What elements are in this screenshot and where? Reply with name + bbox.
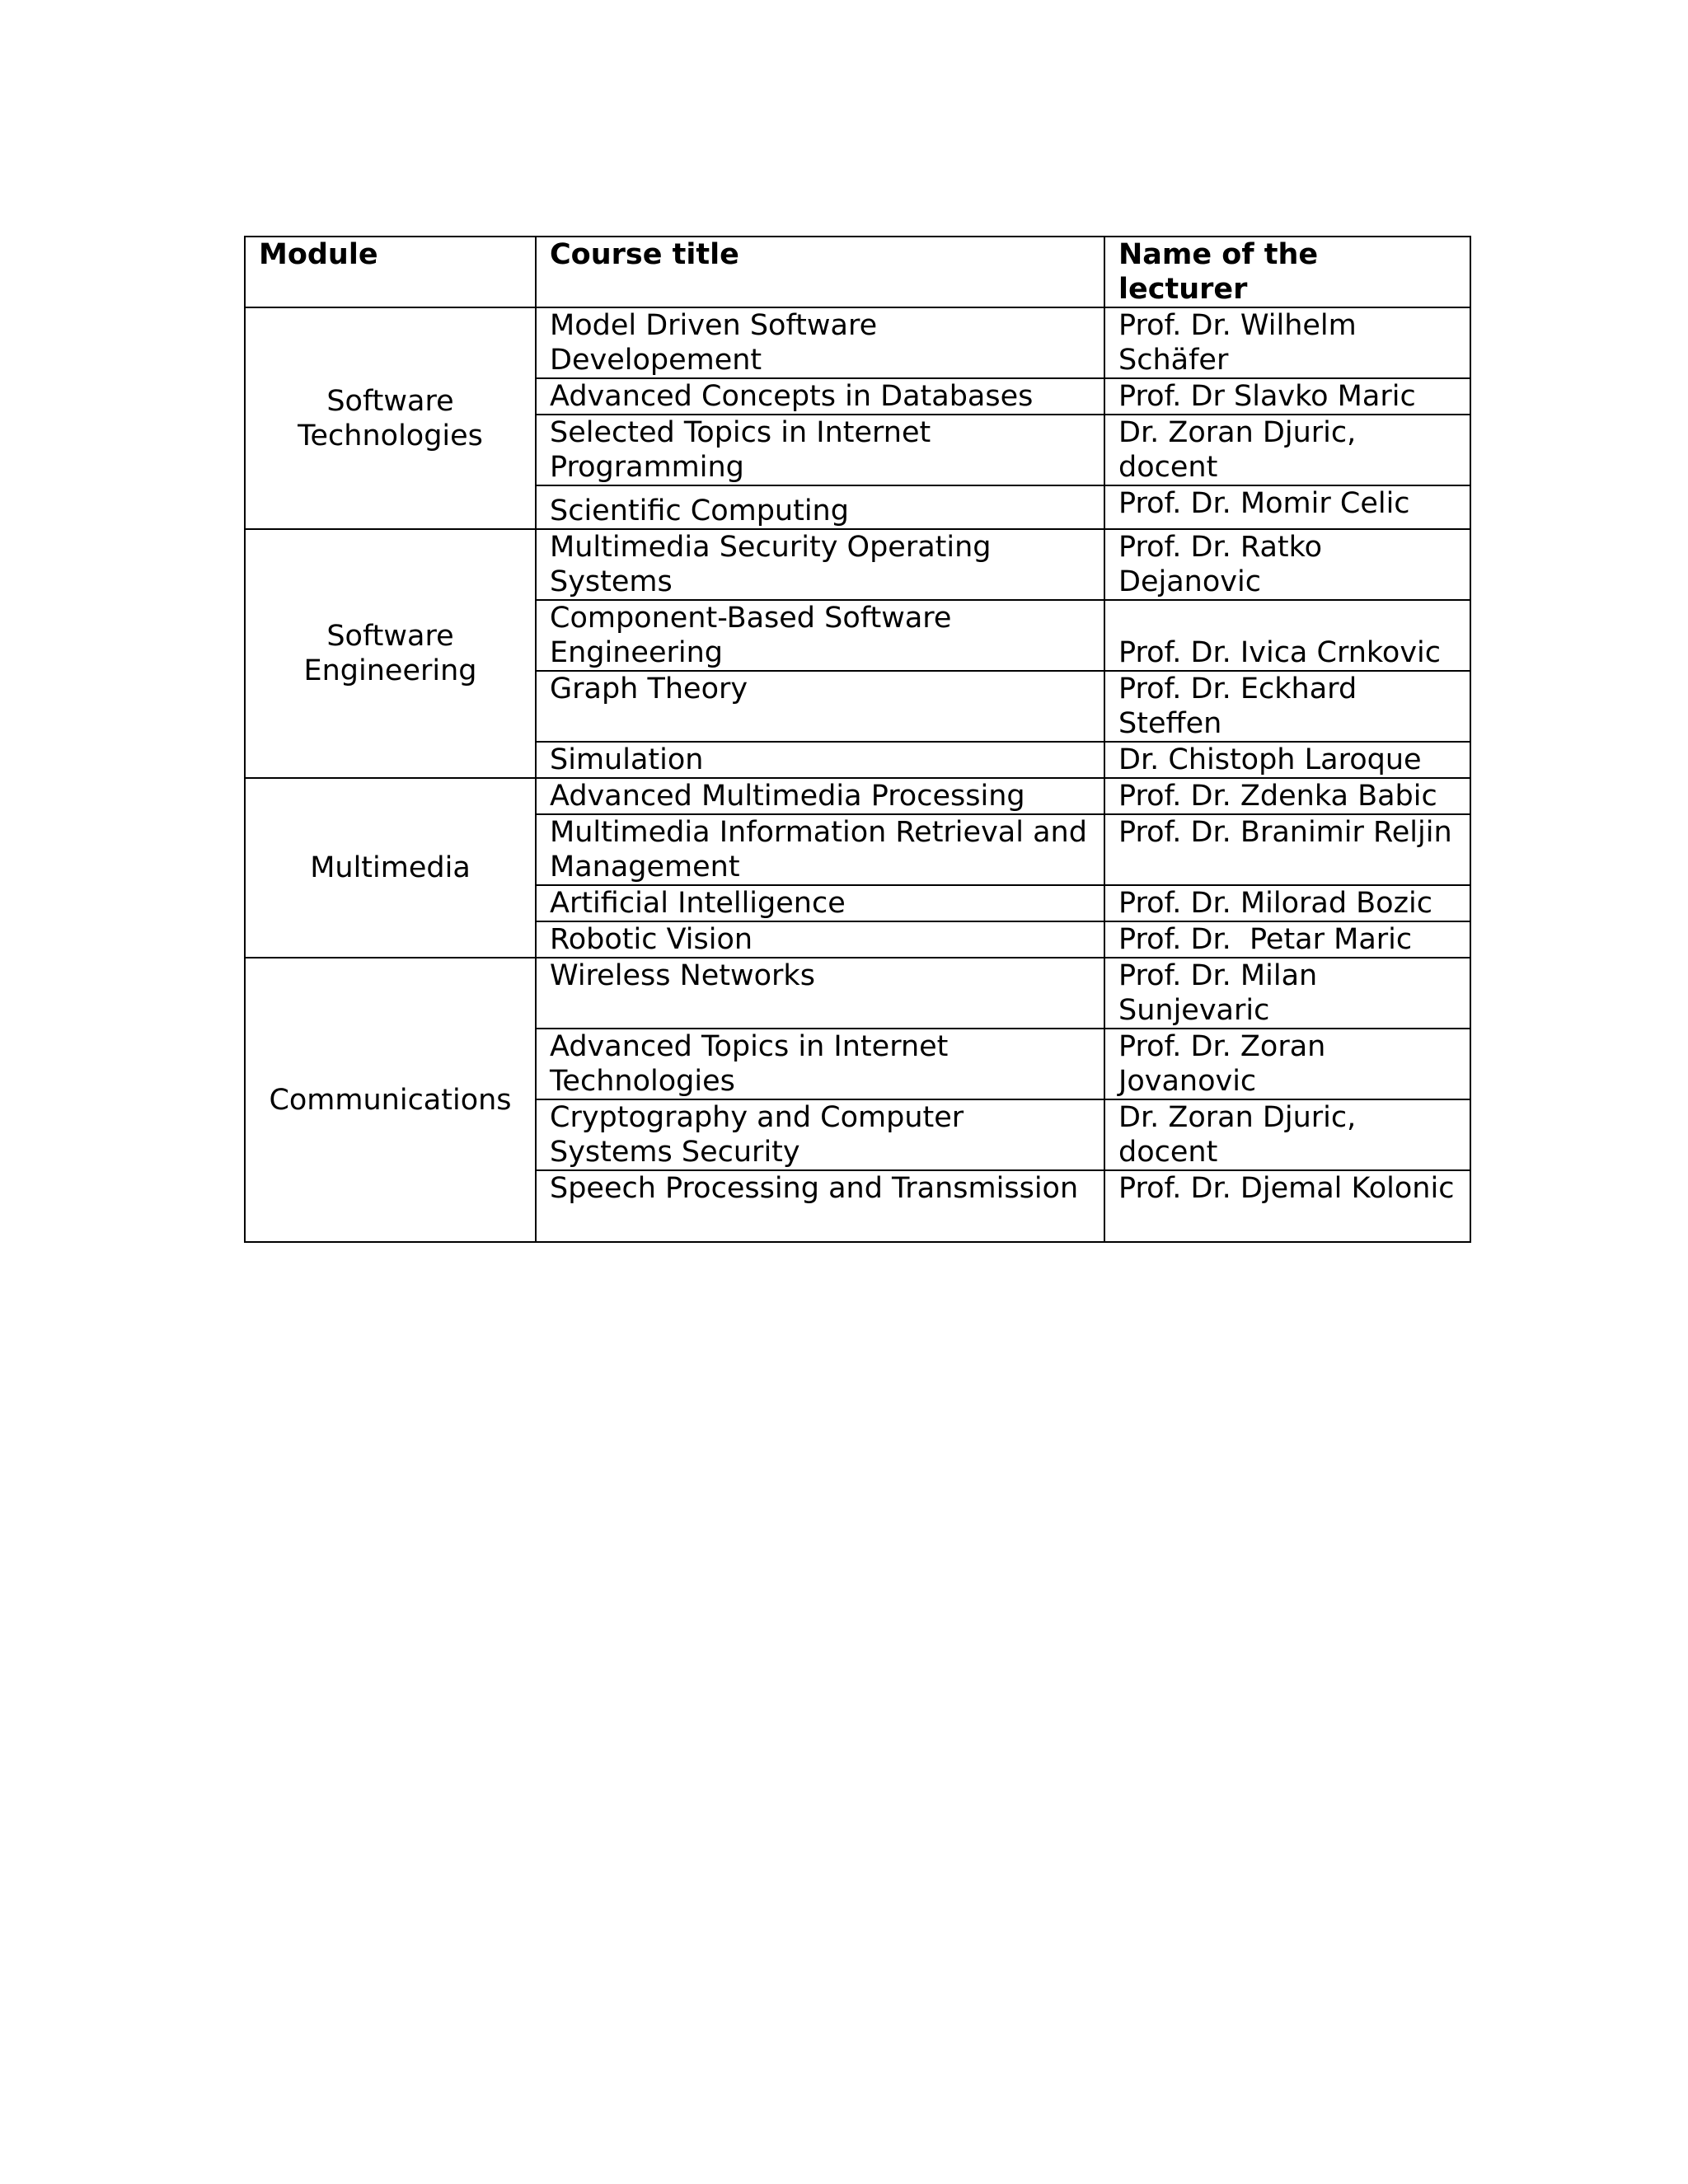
lecturer-cell: Prof. Dr. Petar Maric [1104, 921, 1470, 958]
header-row [245, 237, 1470, 307]
lecturer-cell: Prof. Dr. Momir Celic [1104, 485, 1470, 529]
course-title-cell: Selected Topics in Internet Programming [536, 415, 1104, 485]
course-title-cell: Component-Based Software Engineering [536, 600, 1104, 671]
course-title-cell: Advanced Multimedia Processing [536, 778, 1104, 814]
course-title-cell: Multimedia Security Operating Systems [536, 529, 1104, 600]
table-row [245, 307, 1470, 378]
lecturer-cell: Prof. Dr. Ratko Dejanovic [1104, 529, 1470, 600]
lecturer-cell: Prof. Dr. Wilhelm Schäfer [1104, 307, 1470, 378]
course-title-cell: Multimedia Information Retrieval and Management [536, 814, 1104, 885]
course-title-cell: Artificial Intelligence [536, 885, 1104, 921]
header-lecturer: Name of the lecturer [1104, 237, 1470, 307]
lecturer-cell: Prof. Dr. Djemal Kolonic [1104, 1170, 1470, 1242]
module-cell: Multimedia [245, 778, 536, 958]
header-module: Module [245, 237, 536, 307]
lecturer-cell: Prof. Dr. Zdenka Babic [1104, 778, 1470, 814]
course-title-cell: Advanced Concepts in Databases [536, 378, 1104, 415]
module-cell: Software Technologies [245, 307, 536, 529]
course-title-cell: Model Driven Software Developement [536, 307, 1104, 378]
table-row [245, 529, 1470, 600]
lecturer-cell: Prof. Dr Slavko Maric [1104, 378, 1470, 415]
course-title-cell: Advanced Topics in Internet Technologies [536, 1029, 1104, 1099]
lecturer-cell: Dr. Zoran Djuric, docent [1104, 1099, 1470, 1170]
lecturer-cell: Prof. Dr. Eckhard Steffen [1104, 671, 1470, 742]
table-row [245, 958, 1470, 1029]
course-title-cell: Graph Theory [536, 671, 1104, 742]
course-table [244, 236, 1471, 1243]
lecturer-cell: Prof. Dr. Zoran Jovanovic [1104, 1029, 1470, 1099]
course-title-cell: Speech Processing and Transmission [536, 1170, 1104, 1242]
header-course-title: Course title [536, 237, 1104, 307]
module-cell: Software Engineering [245, 529, 536, 778]
module-cell: Communications [245, 958, 536, 1242]
lecturer-cell: Dr. Chistoph Laroque [1104, 742, 1470, 778]
course-title-cell: Cryptography and Computer Systems Security [536, 1099, 1104, 1170]
table-row [245, 778, 1470, 814]
course-title-cell: Scientific Computing [536, 485, 1104, 529]
course-title-cell: Simulation [536, 742, 1104, 778]
lecturer-cell: Prof. Dr. Branimir Reljin [1104, 814, 1470, 885]
lecturer-cell: Dr. Zoran Djuric, docent [1104, 415, 1470, 485]
lecturer-cell: Prof. Dr. Milan Sunjevaric [1104, 958, 1470, 1029]
course-title-cell: Wireless Networks [536, 958, 1104, 1029]
course-title-cell: Robotic Vision [536, 921, 1104, 958]
lecturer-cell: Prof. Dr. Ivica Crnkovic [1104, 600, 1470, 671]
lecturer-cell: Prof. Dr. Milorad Bozic [1104, 885, 1470, 921]
